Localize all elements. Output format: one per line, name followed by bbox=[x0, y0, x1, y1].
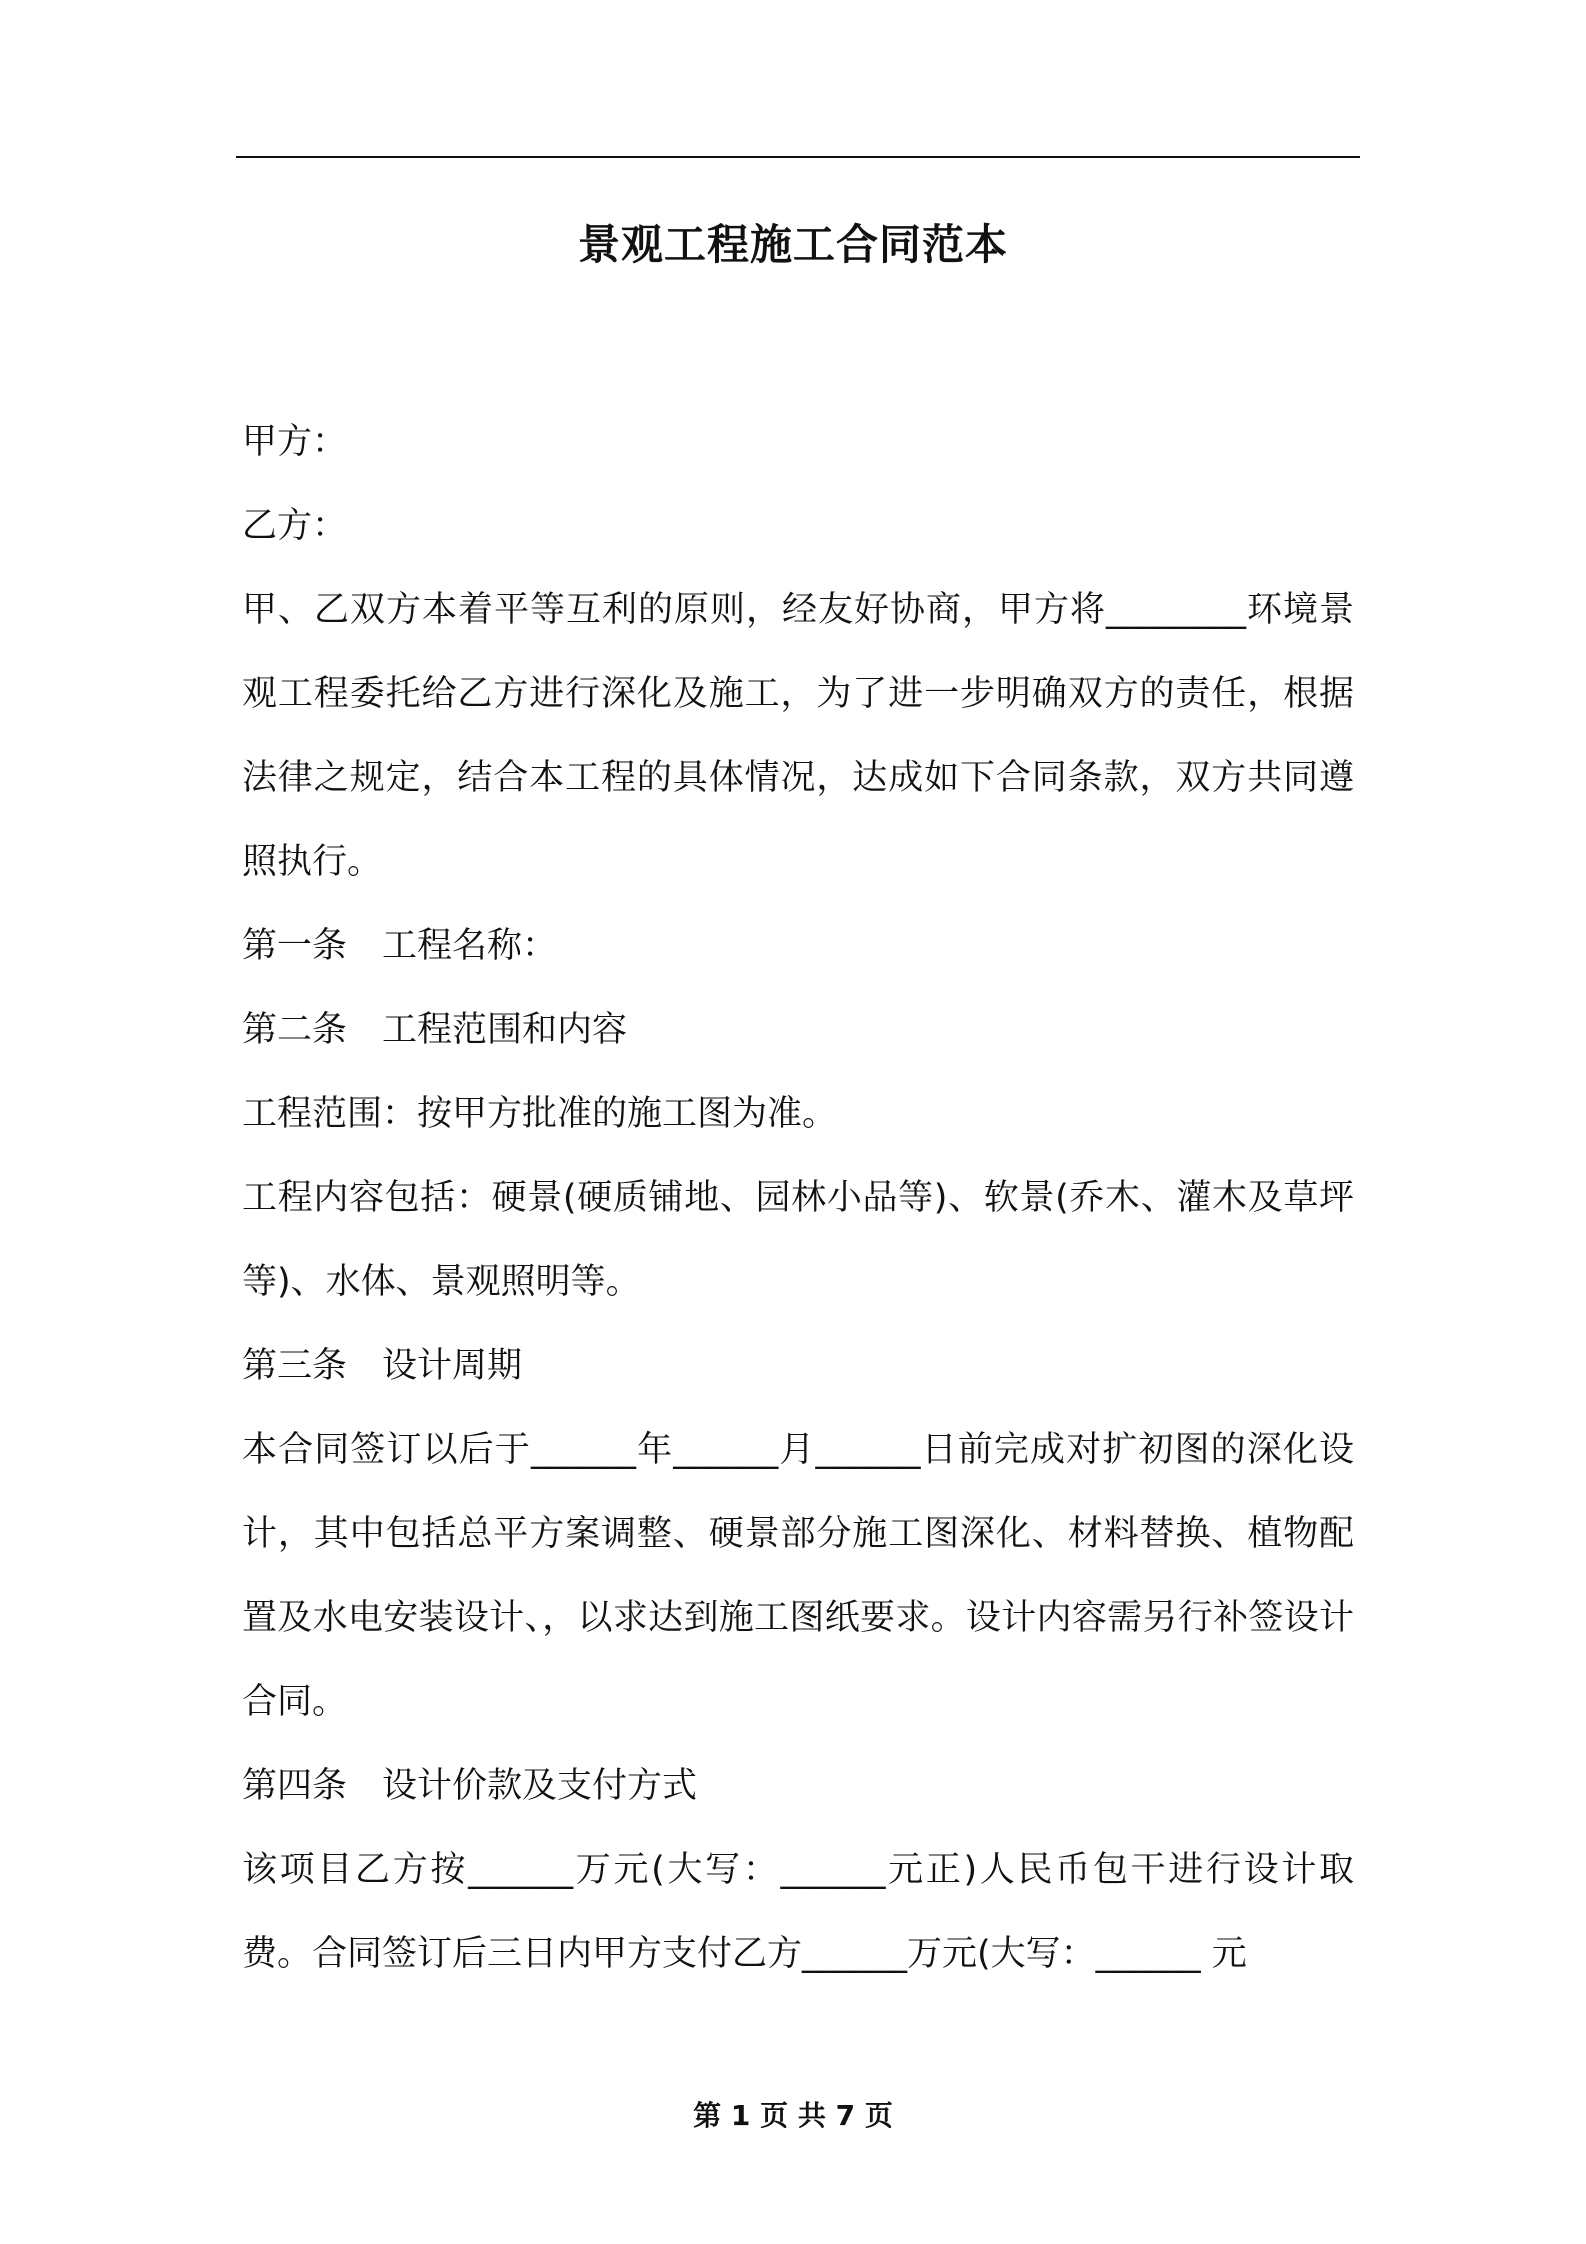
content-paragraph: 工程内容包括：硬景(硬质铺地、园林小品等)、软景(乔木、灌木及草坪等)、水体、景观照明等。 bbox=[242, 1178, 1354, 1302]
party-a-line: 甲方： bbox=[242, 422, 348, 462]
article-1-heading: 第一条 工程名称： bbox=[242, 926, 558, 966]
design-period-paragraph: 本合同签订以后于______年______月______日前完成对扩初图的深化设计，其中包括总平方案调整、硬景部分施工图深化、材料替换、植物配置及水电安装设计、，以求达到施工图纸要求。设计内容需另行补签设计合同。 bbox=[242, 1430, 1354, 1722]
article-4-heading: 第四条 设计价款及支付方式 bbox=[242, 1766, 698, 1806]
payment-paragraph: 该项目乙方按______万元(大写：______元正)人民币包干进行设计取费。合同签订后三日内甲方支付乙方______万元(大写：______ 元 bbox=[242, 1850, 1354, 1974]
page-number-footer: 第 1 页 共 7 页 bbox=[693, 2099, 893, 2132]
article-2-heading: 第二条 工程范围和内容 bbox=[242, 1010, 628, 1050]
header-rule bbox=[236, 156, 1360, 158]
preamble-paragraph: 甲、乙双方本着平等互利的原则，经友好协商，甲方将________环境景观工程委托给乙方进行深化及施工，为了进一步明确双方的责任，根据法律之规定，结合本工程的具体情况，达成如下合同条款，双方共同遵照执行。 bbox=[242, 590, 1354, 882]
document-title: 景观工程施工合同范本 bbox=[577, 220, 1008, 269]
party-b-line: 乙方： bbox=[242, 506, 348, 546]
article-3-heading: 第三条 设计周期 bbox=[242, 1346, 523, 1386]
document-body bbox=[242, 400, 1354, 1996]
scope-paragraph: 工程范围：按甲方批准的施工图为准。 bbox=[242, 1094, 838, 1134]
